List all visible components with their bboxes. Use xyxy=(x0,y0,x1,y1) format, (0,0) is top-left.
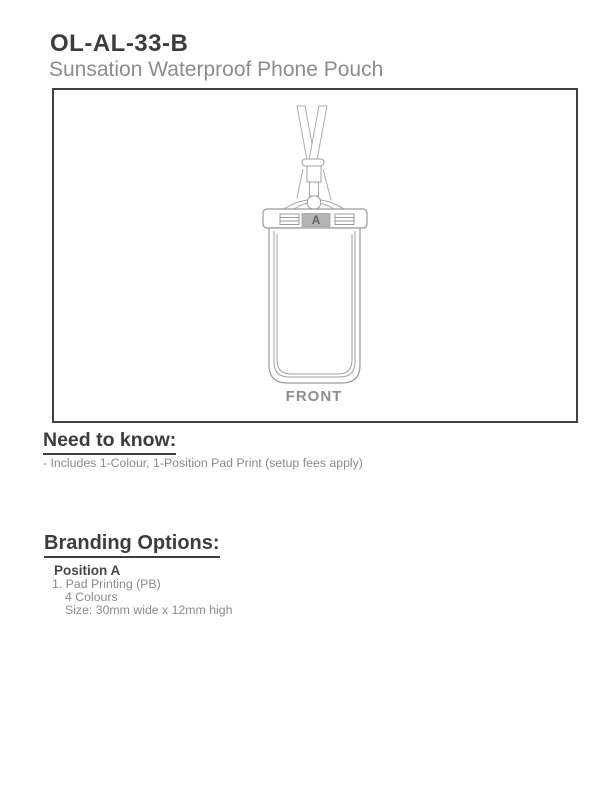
branding-position-details xyxy=(52,578,232,616)
lanyard-connector xyxy=(310,182,319,196)
lanyard-hook xyxy=(308,196,321,209)
lanyard-slider xyxy=(302,159,324,166)
branding-size-line: Size: 30mm wide x 12mm high xyxy=(65,602,233,617)
product-code: OL-AL-33-B xyxy=(50,30,189,57)
need-to-know-item: - Includes 1-Colour, 1-Position Pad Print (setup fees apply) xyxy=(43,456,363,470)
lanyard-sleeve xyxy=(307,166,321,182)
position-a-marker-label: A xyxy=(311,215,321,227)
lanyard-straps xyxy=(297,106,327,160)
pouch-body xyxy=(269,228,360,383)
need-to-know-heading-text: Need to know: xyxy=(43,429,176,455)
branding-method-line: 1. Pad Printing (PB) xyxy=(52,577,161,591)
product-drawing xyxy=(54,90,576,421)
need-to-know-heading xyxy=(43,429,176,455)
branding-options-heading xyxy=(44,532,220,558)
branding-position-name: Position A xyxy=(54,563,121,578)
branding-options-heading-text: Branding Options: xyxy=(44,532,220,558)
branding-colours-line: 4 Colours xyxy=(65,589,118,604)
product-name: Sunsation Waterproof Phone Pouch xyxy=(49,58,384,81)
product-image-frame xyxy=(52,88,578,423)
front-view-label: FRONT xyxy=(285,388,343,405)
